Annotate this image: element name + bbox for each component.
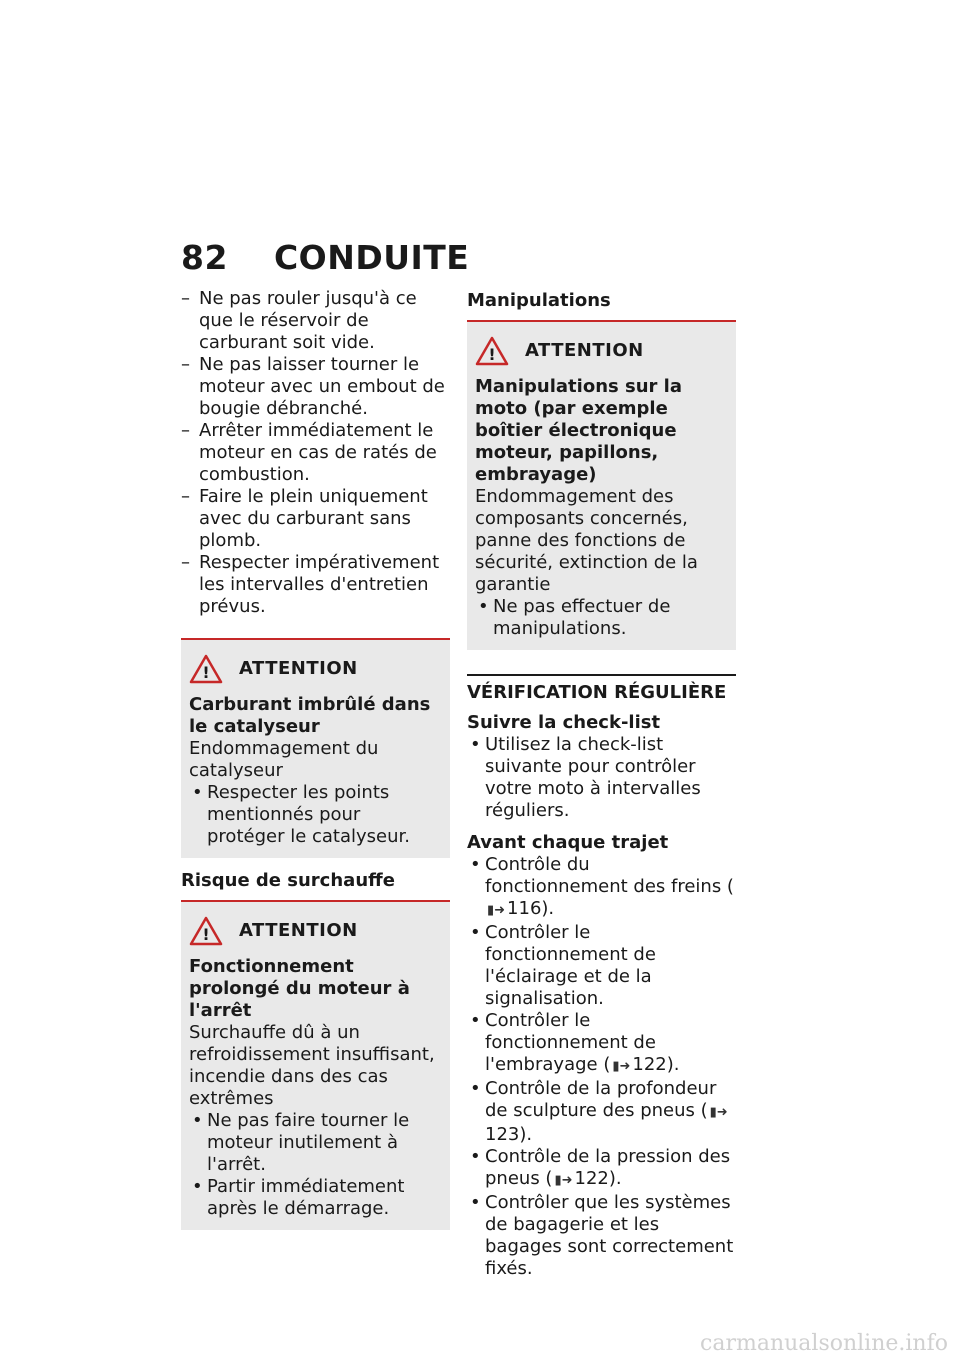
- watermark: carmanualsonline.info: [700, 1331, 948, 1356]
- warning-heading: Carburant imbrûlé dans le catalyseur: [189, 694, 431, 737]
- section-heading-overheat: Risque de surchauffe: [181, 870, 395, 891]
- section-title: CONDUITE: [273, 238, 470, 277]
- list-item: – Respecter impérativement les intervalles d'entretien prévus.: [181, 552, 450, 618]
- warning-text: Endommagement des composants concernés, panne des fonctions de sécurité, extinction de la garantie: [475, 486, 698, 595]
- list-item: – Ne pas rouler jusqu'à ce que le réservoir de carburant soit vide.: [181, 288, 450, 354]
- warning-box-manipulations: [467, 322, 736, 650]
- warning-text: Surchauffe dû à un refroidissement insuffisant, incendie dans des cas extrêmes: [189, 1022, 435, 1109]
- page-ref-arrow-icon: ▮➜: [709, 1105, 728, 1120]
- list-item: • Utilisez la check-list suivante pour contrôler votre moto à intervalles réguliers.: [467, 734, 736, 822]
- chapter-heading: VÉRIFICATION RÉGULIÈRE: [467, 674, 736, 704]
- page-ref-arrow-icon: ▮➜: [554, 1173, 573, 1188]
- page-ref-arrow-icon: ▮➜: [487, 903, 506, 918]
- before-ride-list: [467, 854, 736, 1280]
- right-column: [467, 288, 736, 1280]
- warning-triangle-icon: [475, 336, 509, 366]
- warning-bullets: [475, 596, 728, 640]
- page-ref-link[interactable]: 122: [632, 1054, 667, 1075]
- section-heading-manipulations: Manipulations: [467, 290, 611, 311]
- warning-triangle-icon: [189, 916, 223, 946]
- subsection-heading-before-ride: Avant chaque trajet: [467, 832, 669, 853]
- page-number: 82: [181, 238, 228, 277]
- svg-text:!: !: [488, 345, 496, 364]
- warning-title: [189, 916, 442, 946]
- warning-title: [189, 654, 442, 684]
- warning-box-catalyst: [181, 638, 450, 858]
- svg-text:!: !: [202, 925, 210, 944]
- left-column: [181, 288, 450, 1230]
- warning-title: [475, 336, 728, 366]
- svg-text:!: !: [202, 663, 210, 682]
- warning-label: ATTENTION: [239, 658, 358, 679]
- warning-heading: Manipulations sur la moto (par exemple boîtier électronique moteur, papillons, embrayage): [475, 376, 682, 485]
- precaution-list: [181, 288, 450, 618]
- warning-label: ATTENTION: [239, 920, 358, 941]
- list-item: • Contrôle du fonctionnement des freins (▮➜ 116).: [467, 854, 736, 922]
- page-ref-link[interactable]: 122: [574, 1168, 609, 1189]
- list-item: • Partir immédiatement après le démarrage.: [189, 1176, 442, 1220]
- warning-heading: Fonctionnement prolongé du moteur à l'arrêt: [189, 956, 410, 1021]
- warning-triangle-icon: [189, 654, 223, 684]
- list-item: – Arrêter immédiatement le moteur en cas de ratés de combustion.: [181, 420, 450, 486]
- page-ref-link[interactable]: 116: [507, 898, 542, 919]
- list-item: – Faire le plein uniquement avec du carburant sans plomb.: [181, 486, 450, 552]
- page-ref-arrow-icon: ▮➜: [612, 1059, 631, 1074]
- list-item: • Contrôler le fonctionnement de l'éclairage et de la signalisation.: [467, 922, 736, 1010]
- list-item: • Contrôler que les systèmes de bagagerie et les bagages sont correctement fixés.: [467, 1192, 736, 1280]
- checklist-intro: [467, 734, 736, 822]
- page-header: [181, 238, 469, 277]
- warning-text: Endommagement du catalyseur: [189, 738, 379, 781]
- list-item: • Contrôler le fonctionnement de l'embrayage ( ▮➜ 122).: [467, 1010, 736, 1078]
- list-item: • Respecter les points mentionnés pour protéger le catalyseur.: [189, 782, 442, 848]
- list-item: • Ne pas effectuer de manipulations.: [475, 596, 728, 640]
- list-item: • Ne pas faire tourner le moteur inutilement à l'arrêt.: [189, 1110, 442, 1176]
- warning-box-overheat: [181, 902, 450, 1230]
- page-ref-link[interactable]: 123: [485, 1124, 520, 1145]
- list-item: – Ne pas laisser tourner le moteur avec un embout de bougie débranché.: [181, 354, 450, 420]
- warning-bullets: [189, 782, 442, 848]
- warning-label: ATTENTION: [525, 340, 644, 361]
- subsection-heading-checklist: Suivre la check-list: [467, 712, 661, 733]
- warning-bullets: [189, 1110, 442, 1220]
- list-item: • Contrôle de la profondeur de sculpture des pneus ( ▮➜123).: [467, 1078, 736, 1146]
- list-item: • Contrôle de la pression des pneus ( ▮➜ 122).: [467, 1146, 736, 1192]
